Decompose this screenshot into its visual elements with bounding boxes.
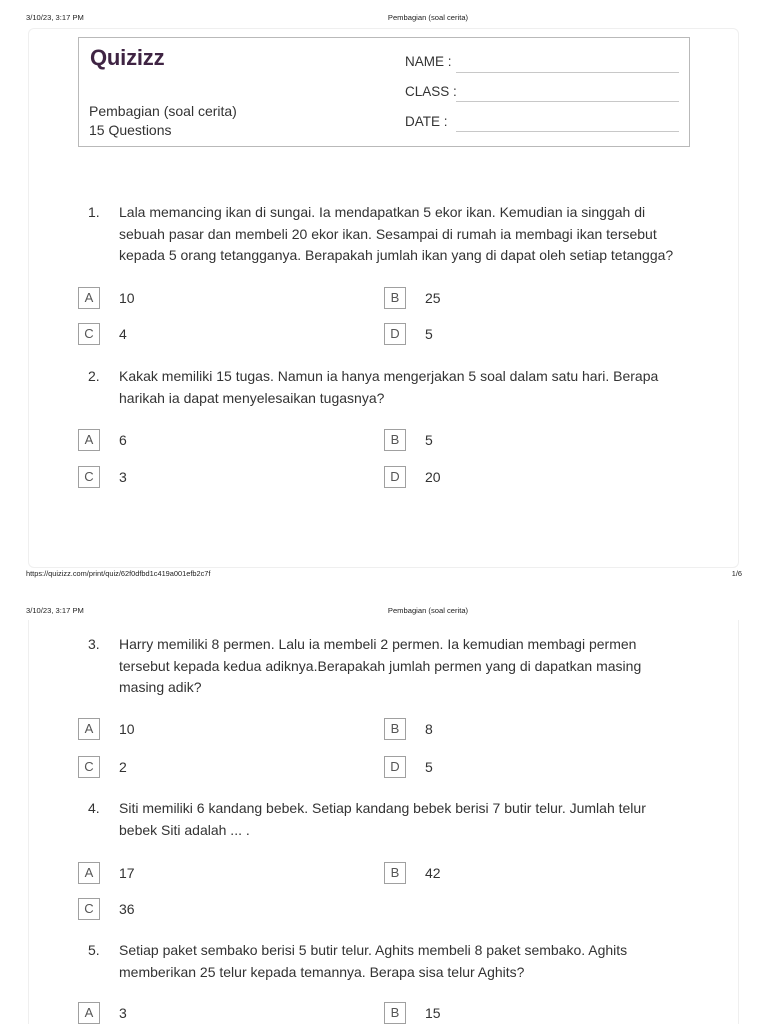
- question-number: 5.: [88, 942, 100, 958]
- option-letter: A: [78, 287, 100, 309]
- option-b: [384, 862, 664, 884]
- option-b: [384, 718, 664, 740]
- date-field-label: DATE :: [405, 114, 448, 129]
- option-value: 20: [425, 469, 441, 485]
- print-title: Pembagian (soal cerita): [387, 606, 469, 615]
- question-text: [119, 366, 658, 409]
- option-value: 36: [119, 901, 135, 917]
- option-letter: B: [384, 1002, 406, 1024]
- question-3: [0, 634, 768, 700]
- option-d: [384, 323, 664, 345]
- option-value: 15: [425, 1005, 441, 1021]
- question-text-line: masing adik?: [119, 679, 202, 695]
- option-c: [78, 756, 358, 778]
- question-text-line: Siti memiliki 6 kandang bebek. Setiap kandang bebek berisi 7 butir telur. Jumlah telur: [119, 800, 646, 816]
- option-letter: C: [78, 466, 100, 488]
- option-a: [78, 718, 358, 740]
- question-text: [119, 634, 641, 699]
- option-a: [78, 862, 358, 884]
- quiz-info-box: [78, 37, 690, 147]
- option-letter: D: [384, 466, 406, 488]
- option-value: 5: [425, 759, 433, 775]
- question-4: [0, 798, 768, 864]
- option-d: [384, 466, 664, 488]
- option-letter: A: [78, 862, 100, 884]
- option-c: [78, 466, 358, 488]
- class-field-label: CLASS :: [405, 84, 457, 99]
- quizizz-logo: Quizizz: [90, 45, 165, 70]
- name-field-line: [456, 72, 679, 73]
- option-d: [384, 756, 664, 778]
- option-value: 8: [425, 721, 433, 737]
- option-value: 42: [425, 865, 441, 881]
- option-letter: D: [384, 323, 406, 345]
- option-value: 5: [425, 432, 433, 448]
- option-value: 3: [119, 469, 127, 485]
- option-letter: D: [384, 756, 406, 778]
- option-b: [384, 429, 664, 451]
- question-text-line: bebek Siti adalah ... .: [119, 821, 250, 838]
- option-letter: B: [384, 718, 406, 740]
- print-url: https://quizizz.com/print/quiz/62f0dfbd1c419a001efb2c7f: [26, 569, 211, 578]
- option-letter: A: [78, 718, 100, 740]
- question-5: [0, 940, 768, 1006]
- option-value: 6: [119, 432, 127, 448]
- option-value: 17: [119, 865, 135, 881]
- option-letter: B: [384, 862, 406, 884]
- option-letter: C: [78, 756, 100, 778]
- option-letter: C: [78, 898, 100, 920]
- option-value: 10: [119, 721, 135, 737]
- date-field-line: [456, 131, 679, 132]
- option-value: 10: [119, 290, 135, 306]
- question-text-line: Kakak memiliki 15 tugas. Namun ia hanya mengerjakan 5 soal dalam satu hari. Berapa: [119, 368, 659, 384]
- question-number: 4.: [88, 800, 100, 816]
- question-text: [119, 798, 646, 841]
- option-value: 25: [425, 290, 441, 306]
- question-text-line: Setiap paket sembako berisi 5 butir telur. Aghits membeli 8 paket sembako. Aghits: [119, 942, 628, 958]
- question-number: 2.: [88, 368, 100, 384]
- option-b: [384, 287, 664, 309]
- print-datetime: 3/10/23, 3:17 PM: [26, 606, 84, 615]
- name-field-label: NAME :: [405, 54, 452, 69]
- option-letter: A: [78, 429, 100, 451]
- option-value: 3: [119, 1005, 127, 1021]
- question-2: [0, 366, 768, 432]
- option-letter: B: [384, 429, 406, 451]
- question-1: [0, 202, 768, 268]
- question-number: 1.: [88, 204, 100, 220]
- option-a: [78, 429, 358, 451]
- question-text-line: sebuah pasar dan membeli 20 ekor ikan. Sesampai di rumah ia membagi ikan tersebut: [119, 225, 657, 242]
- option-letter: B: [384, 287, 406, 309]
- option-a: [78, 287, 358, 309]
- quiz-title: Pembagian (soal cerita): [89, 103, 237, 119]
- option-value: 4: [119, 326, 127, 342]
- option-value: 5: [425, 326, 433, 342]
- option-letter: A: [78, 1002, 100, 1024]
- question-number: 3.: [88, 636, 100, 652]
- option-value: 2: [119, 759, 127, 775]
- question-text-line: memberikan 25 telur kepada temannya. Berapa sisa telur Aghits?: [119, 963, 525, 980]
- question-text: [119, 202, 673, 267]
- page-number: 1/6: [731, 569, 742, 578]
- question-text-line: kepada 5 orang tetangganya. Berapakah jumlah ikan yang di dapat oleh setiap tetangga?: [119, 247, 674, 263]
- option-c: [78, 323, 358, 345]
- option-letter: C: [78, 323, 100, 345]
- option-b: [384, 1002, 664, 1024]
- question-text-line: Lala memancing ikan di sungai. Ia mendapatkan 5 ekor ikan. Kemudian ia singgah di: [119, 204, 646, 220]
- print-title: Pembagian (soal cerita): [387, 13, 469, 22]
- print-datetime: 3/10/23, 3:17 PM: [26, 13, 84, 22]
- option-a: [78, 1002, 358, 1024]
- class-field-line: [456, 101, 679, 102]
- option-c: [78, 898, 358, 920]
- question-text: [119, 940, 627, 983]
- question-count: 15 Questions: [89, 122, 172, 138]
- question-text-line: harikah ia dapat menyelesaikan tugasnya?: [119, 389, 385, 406]
- question-text-line: Harry memiliki 8 permen. Lalu ia membeli 2 permen. Ia kemudian membagi permen: [119, 636, 637, 652]
- question-text-line: tersebut kepada kedua adiknya.Berapakah jumlah permen yang di dapatkan masing: [119, 657, 642, 674]
